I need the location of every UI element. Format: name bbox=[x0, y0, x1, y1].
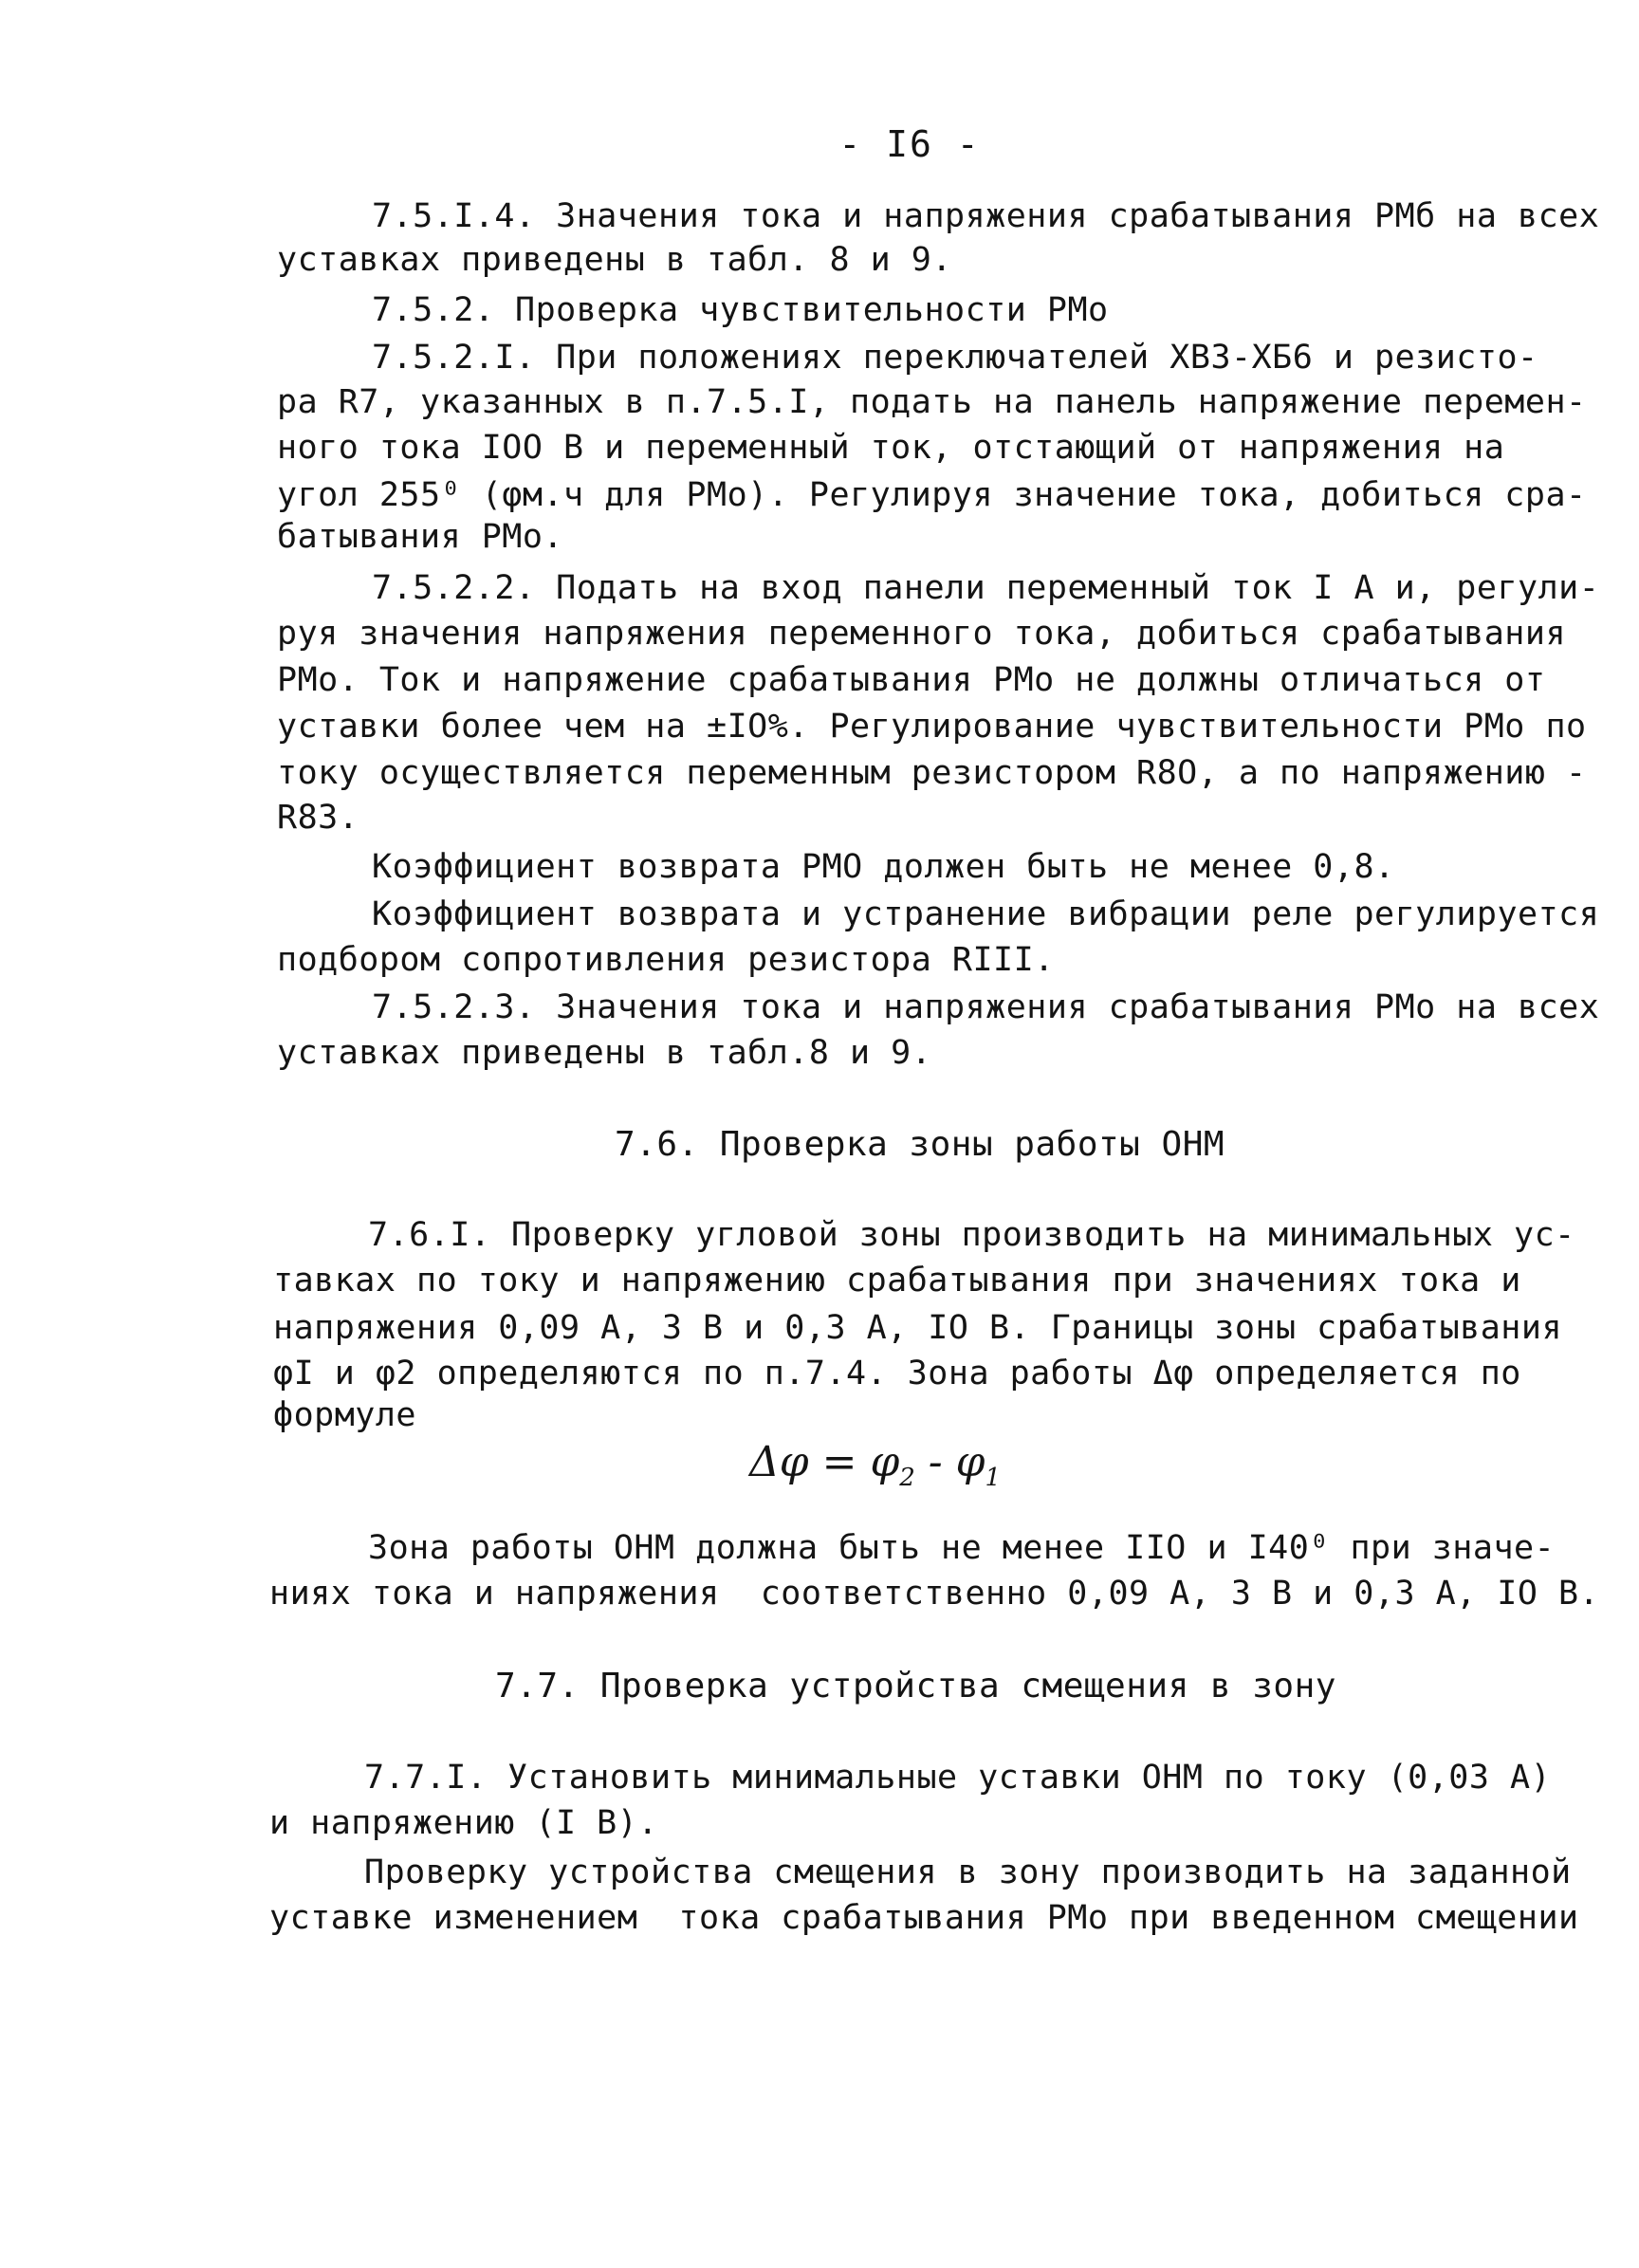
paragraph-line: РМо. Ток и напряжение срабатывания РМо не должны отличаться от bbox=[277, 661, 1546, 699]
paragraph-line: Проверку устройства смещения в зону производить на заданной bbox=[364, 1853, 1572, 1891]
paragraph-line: уставках приведены в табл. 8 и 9. bbox=[277, 241, 952, 279]
paragraph-line: R83. bbox=[277, 799, 359, 837]
paragraph-line: ниях тока и напряжения соответственно 0,09 А, 3 В и 0,3 А, IO В. bbox=[269, 1575, 1600, 1613]
paragraph-line: 7.5.2.I. При положениях переключателей ХВ3-ХБ6 и резисто- bbox=[372, 339, 1538, 377]
paragraph-line: ра R7, указанных в п.7.5.I, подать на панель напряжение перемен- bbox=[277, 383, 1587, 421]
paragraph-line: 7.5.2.2. Подать на вход панели переменный ток I А и, регули- bbox=[372, 569, 1600, 607]
paragraph-line: тавках по току и напряжению срабатывания при значениях тока и bbox=[273, 1262, 1521, 1300]
paragraph-line: угол 255⁰ (φм.ч для РМо). Регулируя значение тока, добиться сра- bbox=[277, 476, 1587, 514]
formula-lhs: Δφ bbox=[749, 1438, 809, 1486]
formula-sub-1: 1 bbox=[985, 1464, 1001, 1492]
paragraph-line: 7.5.2. Проверка чувствительности РМо bbox=[372, 291, 1109, 329]
paragraph-line: уставке изменением тока срабатывания РМо при введенном смещении bbox=[269, 1899, 1579, 1937]
paragraph-line: 7.7.I. Установить минимальные уставки ОНМ по току (0,03 А) bbox=[364, 1759, 1552, 1797]
formula-phi-2: φ bbox=[870, 1438, 900, 1486]
paragraph-line: току осуществляется переменным резистором R8O, а по напряжению - bbox=[277, 754, 1587, 792]
formula-phi-1: φ bbox=[955, 1438, 985, 1486]
paragraph-line: 7.6.I. Проверку угловой зоны производить на минимальных ус- bbox=[368, 1216, 1575, 1254]
page-number: - I6 - bbox=[838, 123, 981, 165]
section-heading-7-7: 7.7. Проверка устройства смещения в зону bbox=[495, 1667, 1336, 1706]
paragraph-line: Зона работы ОНМ должна быть не менее IIO и I40⁰ при значе- bbox=[368, 1529, 1556, 1567]
paragraph-line: Коэффициент возврата и устранение вибрации реле регулируется bbox=[372, 895, 1600, 933]
paragraph-line: руя значения напряжения переменного тока, добиться срабатывания bbox=[277, 615, 1567, 653]
paragraph-line: уставки более чем на ±IO%. Регулирование чувствительности РМо по bbox=[277, 708, 1587, 746]
paragraph-line: и напряжению (I В). bbox=[269, 1804, 658, 1842]
paragraph-line: ного тока IOO В и переменный ток, отстающий от напряжения на bbox=[277, 429, 1505, 467]
formula-sub-2: 2 bbox=[899, 1464, 915, 1492]
paragraph-line: Коэффициент возврата РМО должен быть не менее 0,8. bbox=[372, 848, 1395, 886]
paragraph-line: 7.5.2.3. Значения тока и напряжения срабатывания РМо на всех bbox=[372, 988, 1600, 1026]
paragraph-line: 7.5.I.4. Значения тока и напряжения срабатывания РМб на всех bbox=[372, 197, 1600, 235]
paragraph-line: напряжения 0,09 А, 3 В и 0,3 А, IO В. Границы зоны срабатывания bbox=[273, 1309, 1563, 1347]
paragraph-line: уставках приведены в табл.8 и 9. bbox=[277, 1034, 932, 1072]
formula-equals: = bbox=[808, 1438, 871, 1486]
paragraph-line: формуле bbox=[273, 1396, 417, 1434]
paragraph-line: подбором сопротивления резистора RIII. bbox=[277, 941, 1055, 979]
section-heading-7-6: 7.6. Проверка зоны работы ОНМ bbox=[615, 1125, 1225, 1164]
formula-delta-phi bbox=[749, 1434, 1001, 1506]
paragraph-line: батывания РМо. bbox=[277, 518, 564, 556]
paragraph-line: φI и φ2 определяются по п.7.4. Зона работы Δφ определяется по bbox=[273, 1355, 1521, 1392]
formula-minus: - bbox=[914, 1438, 956, 1486]
